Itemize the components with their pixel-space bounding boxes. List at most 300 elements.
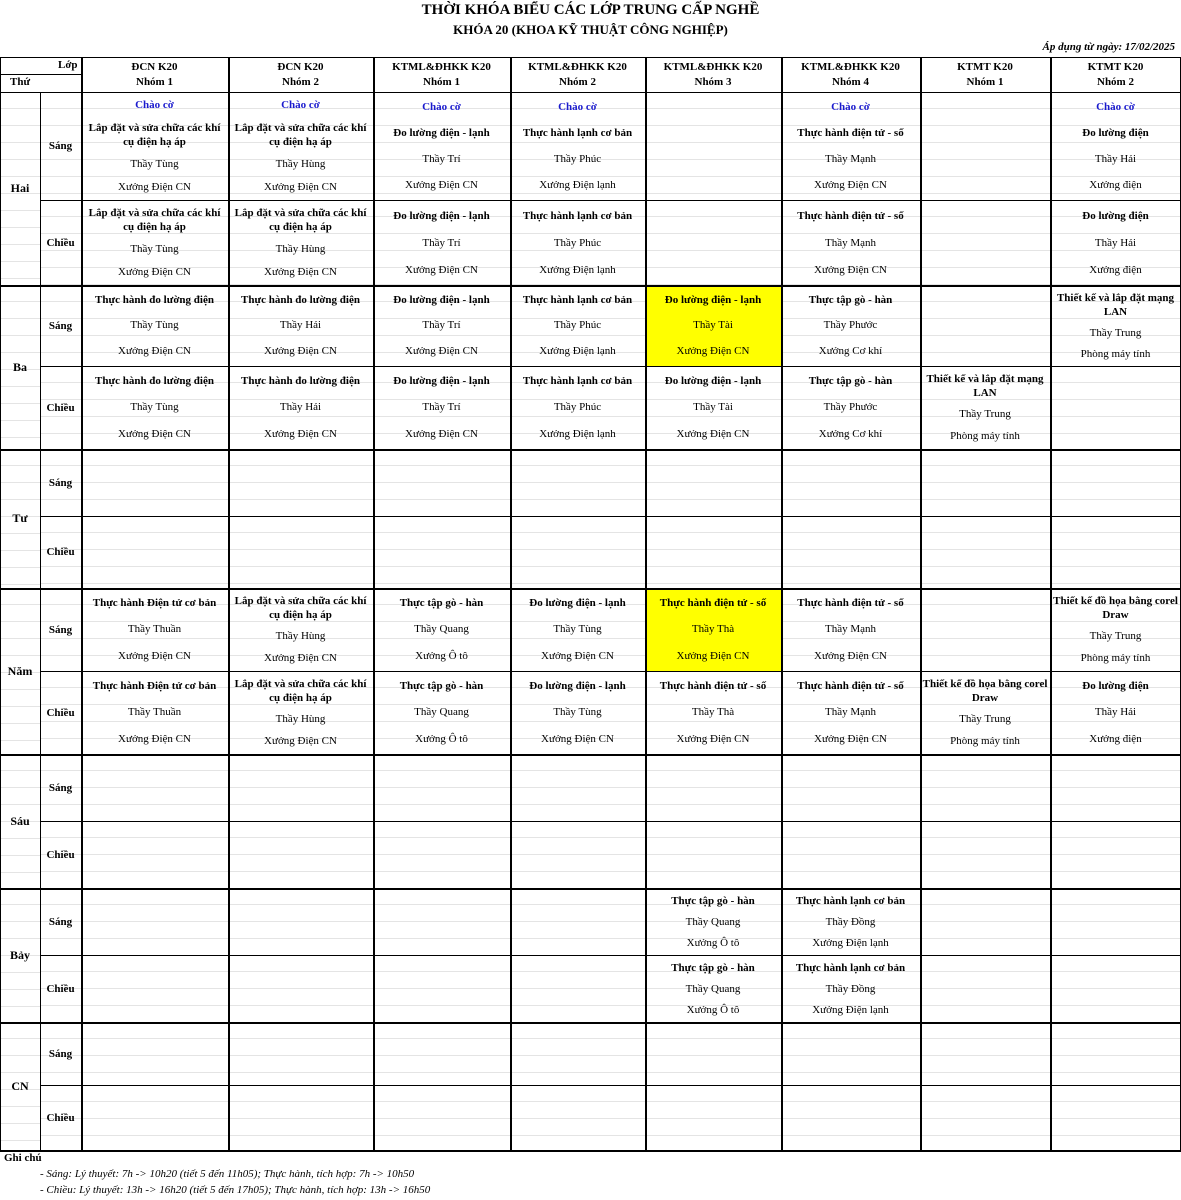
schedule-cell [920, 449, 1050, 516]
schedule-cell [1050, 200, 1181, 285]
schedule-cell [373, 754, 510, 821]
room: Xưởng Điện CN [541, 649, 614, 662]
column-header [920, 57, 1050, 92]
subject: Đo lường điện [1082, 209, 1149, 222]
subject: Đo lường điện [1082, 127, 1149, 139]
thu-label: Thứ [10, 76, 31, 88]
session-label: Sáng [40, 754, 81, 821]
room: Xưởng Điện lạnh [539, 427, 616, 440]
grid-line [40, 200, 1181, 201]
schedule-cell [920, 588, 1050, 671]
schedule-cell [510, 1085, 645, 1150]
teacher: Thầy Thuần [127, 623, 182, 636]
schedule-cell [920, 821, 1050, 888]
schedule-cell [81, 92, 228, 200]
teacher: Thầy Tùng [130, 401, 179, 414]
schedule-cell [1050, 516, 1181, 588]
schedule-cell [645, 1022, 781, 1085]
teacher: Thầy Phúc [553, 319, 602, 332]
notes-line-afternoon: - Chiều: Lý thuyết: 13h -> 16h20 (tiết 5 đến 17h05); Thực hành, tích hợp: 13h -> 16h50 [40, 1184, 431, 1196]
teacher: Thầy Tài [693, 401, 733, 414]
schedule-cell [1050, 671, 1181, 754]
room: Xưởng Điện CN [118, 345, 191, 358]
schedule-cell [510, 1022, 645, 1085]
room: Xưởng Điện CN [676, 427, 750, 440]
group-name: Nhóm 2 [282, 75, 319, 88]
subject: Đo lường điện - lạnh [393, 209, 490, 222]
subject: Thực tập gò - hàn [808, 293, 893, 306]
room: Xưởng Điện CN [676, 345, 750, 358]
teacher: Thầy Đồng [825, 915, 876, 928]
room: Phòng máy tính [950, 430, 1020, 443]
session-label: Chiều [40, 516, 81, 588]
session-label: Chiều [40, 955, 81, 1022]
subject: Thực tập gò - hàn [671, 961, 755, 974]
room: Xưởng Cơ khí [818, 345, 883, 358]
chao-co-label: Chào cờ [558, 101, 597, 113]
class-name: KTML&ĐHKK K20 [663, 60, 763, 73]
subject: Lắp đặt và sửa chữa các khí cụ điện hạ áp [234, 121, 367, 148]
session-label: Sáng [40, 449, 81, 516]
schedule-cell [645, 449, 781, 516]
page-subtitle: KHÓA 20 (KHOA KỸ THUẬT CÔNG NGHIỆP) [453, 22, 728, 37]
teacher: Thầy Tùng [553, 706, 602, 719]
column-header [228, 57, 373, 92]
room: Xưởng Điện CN [264, 735, 337, 748]
teacher: Thầy Phúc [553, 153, 602, 165]
room: Xưởng Điện CN [264, 345, 337, 358]
grid-line [0, 285, 1181, 287]
schedule-cell [228, 1022, 373, 1085]
schedule-cell [228, 516, 373, 588]
teacher: Thầy Hùng [275, 243, 326, 256]
chao-co-label: Chào cờ [1096, 101, 1135, 113]
teacher: Thầy Hải [1094, 153, 1137, 165]
room: Xưởng Cơ khí [818, 427, 883, 440]
schedule-cell [373, 516, 510, 588]
room: Xưởng Ô tô [686, 1003, 740, 1016]
subject: Thực hành lạnh cơ bản [522, 209, 633, 222]
teacher: Thầy Hải [279, 401, 322, 414]
teacher: Thầy Quang [685, 915, 741, 928]
subject: Thực hành điện tử - số [797, 680, 904, 693]
schedule-cell [510, 449, 645, 516]
subject: Thực hành đo lường điện [241, 375, 360, 388]
schedule-cell [920, 1022, 1050, 1085]
schedule-cell [81, 955, 228, 1022]
room: Xưởng Điện CN [118, 427, 191, 440]
teacher: Thầy Trí [422, 319, 461, 332]
group-name: Nhóm 1 [136, 75, 173, 88]
schedule-cell [781, 92, 920, 200]
grid-line [0, 92, 1181, 93]
schedule-cell [228, 588, 373, 671]
room: Xưởng Điện CN [405, 427, 478, 440]
teacher: Thầy Quang [685, 982, 741, 995]
chao-co-label: Chào cờ [422, 101, 461, 113]
day-label: CN [0, 1022, 40, 1150]
teacher: Thầy Hùng [275, 713, 326, 726]
subject: Thiết kế và lắp đặt mạng LAN [926, 372, 1044, 399]
room: Xưởng Điện CN [118, 732, 191, 745]
subject: Thực hành lạnh cơ bản [522, 293, 633, 306]
day-label: Năm [0, 588, 40, 754]
session-label: Sáng [40, 92, 81, 200]
applied-date: Áp dụng từ ngày: 17/02/2025 [1042, 41, 1175, 53]
grid-line [40, 366, 1181, 367]
schedule-cell [645, 366, 781, 449]
schedule-cell [373, 955, 510, 1022]
subject: Đo lường điện - lạnh [529, 680, 626, 693]
schedule-cell [373, 821, 510, 888]
grid-line [510, 57, 512, 1150]
subject: Thiết kế đồ họa bằng corel Draw [1053, 594, 1178, 621]
day-label: Bảy [0, 888, 40, 1022]
schedule-cell [228, 449, 373, 516]
column-header [81, 57, 228, 92]
session-label: Sáng [40, 888, 81, 955]
session-label: Chiều [40, 200, 81, 285]
subject: Đo lường điện - lạnh [393, 127, 490, 139]
room: Xưởng Điện CN [814, 263, 887, 276]
grid-line [0, 888, 1181, 890]
room: Xưởng Điện CN [541, 732, 614, 745]
grid-line [0, 57, 1181, 58]
schedule-cell [373, 449, 510, 516]
notes-line-morning: - Sáng: Lý thuyết: 7h -> 10h20 (tiết 5 đến 11h05); Thực hành, tích hợp: 7h -> 10h50 [40, 1168, 415, 1180]
teacher: Thầy Mạnh [824, 153, 876, 165]
subject: Thực hành lạnh cơ bản [795, 894, 906, 907]
teacher: Thầy Thà [691, 706, 735, 719]
subject: Thực hành Điện tử cơ bản [92, 597, 217, 610]
teacher: Thầy Trí [422, 236, 461, 249]
schedule-cell [645, 588, 781, 671]
subject: Lắp đặt và sửa chữa các khí cụ điện hạ áp [234, 207, 367, 234]
grid-line [0, 588, 1181, 590]
schedule-cell [81, 671, 228, 754]
grid-line [81, 57, 83, 1150]
room: Xưởng điện [1089, 179, 1142, 191]
column-header [510, 57, 645, 92]
schedule-cell [781, 1022, 920, 1085]
schedule-cell [373, 366, 510, 449]
schedule-cell [1050, 1085, 1181, 1150]
subject: Thực hành điện tử - số [797, 209, 904, 222]
schedule-cell [1050, 821, 1181, 888]
schedule-cell [228, 200, 373, 285]
class-name: ĐCN K20 [277, 60, 324, 73]
room: Xưởng Điện CN [405, 179, 478, 191]
teacher: Thầy Hải [1094, 706, 1137, 719]
room: Xưởng Điện CN [118, 180, 191, 193]
room: Xưởng Ô tô [686, 936, 740, 949]
room: Xưởng điện [1089, 263, 1142, 276]
schedule-cell [920, 1085, 1050, 1150]
teacher: Thầy Trung [959, 408, 1011, 421]
grid-line [0, 754, 1181, 756]
teacher: Thầy Tùng [130, 243, 179, 256]
room: Xưởng Ô tô [415, 649, 468, 662]
schedule-cell [373, 92, 510, 200]
schedule-cell [781, 671, 920, 754]
subject: Thực hành đo lường điện [95, 293, 214, 306]
grid-line [0, 74, 81, 75]
schedule-cell [645, 1085, 781, 1150]
teacher: Thầy Phước [823, 319, 878, 332]
schedule-cell [1050, 888, 1181, 955]
schedule-cell [645, 285, 781, 366]
subject: Thiết kế và lắp đặt mạng LAN [1056, 291, 1175, 318]
room: Xưởng Điện lạnh [812, 936, 889, 949]
subject: Đo lường điện - lạnh [529, 597, 626, 610]
subject: Đo lường điện - lạnh [393, 293, 490, 306]
schedule-cell [781, 955, 920, 1022]
subject: Thực hành điện tử - số [797, 127, 904, 139]
schedule-cell [645, 92, 781, 200]
schedule-cell [373, 1022, 510, 1085]
class-name: KTMT K20 [1087, 60, 1144, 73]
subject: Thực hành lạnh cơ bản [795, 961, 906, 974]
schedule-cell [510, 671, 645, 754]
teacher: Thầy Trung [1089, 326, 1142, 339]
class-name: KTML&ĐHKK K20 [392, 60, 491, 73]
subject: Đo lường điện - lạnh [393, 375, 490, 388]
day-label: Hai [0, 92, 40, 285]
subject: Thực hành lạnh cơ bản [522, 375, 633, 388]
grid-line [40, 821, 1181, 822]
room: Xưởng Điện CN [264, 180, 337, 193]
teacher: Thầy Phước [823, 401, 878, 414]
group-name: Nhóm 1 [423, 75, 460, 88]
day-label: Ba [0, 285, 40, 449]
schedule-cell [81, 888, 228, 955]
subject: Thực tập gò - hàn [399, 597, 484, 610]
schedule-cell [781, 1085, 920, 1150]
column-header [373, 57, 510, 92]
schedule-cell [373, 200, 510, 285]
session-label: Sáng [40, 1022, 81, 1085]
room: Xưởng Điện lạnh [539, 179, 616, 191]
subject: Lắp đặt và sửa chữa các khí cụ điện hạ áp [234, 677, 367, 704]
day-label: Sáu [0, 754, 40, 888]
schedule-cell [228, 888, 373, 955]
schedule-cell [510, 821, 645, 888]
schedule-cell [781, 516, 920, 588]
group-name: Nhóm 1 [966, 75, 1004, 88]
teacher: Thầy Trung [959, 713, 1011, 726]
teacher: Thầy Hải [1094, 236, 1137, 249]
schedule-cell [920, 92, 1050, 200]
schedule-cell [373, 588, 510, 671]
notes-title: Ghi chú [4, 1152, 42, 1164]
subject: Lắp đặt và sửa chữa các khí cụ điện hạ áp [88, 121, 221, 148]
grid-line [0, 1022, 1181, 1024]
schedule-cell [510, 588, 645, 671]
session-label: Chiều [40, 821, 81, 888]
schedule-cell [920, 671, 1050, 754]
teacher: Thầy Phúc [553, 401, 602, 414]
subject: Thực hành đo lường điện [241, 293, 360, 306]
subject: Thực hành đo lường điện [95, 375, 214, 388]
schedule-cell [645, 754, 781, 821]
room: Xưởng Ô tô [415, 732, 468, 745]
grid-line [781, 57, 783, 1150]
room: Xưởng Điện CN [264, 265, 337, 278]
room: Xưởng Điện lạnh [539, 345, 616, 358]
schedule-cell [1050, 754, 1181, 821]
schedule-cell [920, 955, 1050, 1022]
schedule-cell [228, 821, 373, 888]
teacher: Thầy Quang [414, 623, 469, 636]
teacher: Thầy Hùng [275, 630, 326, 643]
grid-line [40, 671, 1181, 672]
schedule-cell [920, 200, 1050, 285]
grid-line [40, 92, 41, 1150]
schedule-cell [645, 955, 781, 1022]
session-label: Sáng [40, 285, 81, 366]
group-name: Nhóm 2 [1097, 75, 1134, 88]
session-label: Chiều [40, 671, 81, 754]
schedule-cell [510, 888, 645, 955]
subject: Thực tập gò - hàn [671, 894, 755, 907]
room: Xưởng Điện CN [676, 649, 750, 662]
teacher: Thầy Mạnh [824, 623, 876, 636]
group-name: Nhóm 2 [559, 75, 596, 88]
schedule-cell [645, 671, 781, 754]
day-label: Tư [0, 449, 40, 588]
room: Xưởng Điện CN [676, 732, 750, 745]
room: Xưởng điện [1089, 732, 1142, 745]
teacher: Thầy Tùng [553, 623, 602, 636]
subject: Thực hành điện tử - số [659, 597, 767, 610]
grid-line [40, 1085, 1181, 1086]
room: Xưởng Điện CN [264, 427, 337, 440]
teacher: Thầy Trí [422, 153, 461, 165]
schedule-cell [510, 516, 645, 588]
subject: Thiết kế đồ họa bằng corel Draw [922, 677, 1048, 704]
room: Xưởng Điện CN [264, 652, 337, 665]
teacher: Thầy Phúc [553, 236, 602, 249]
subject: Thực hành Điện tử cơ bản [92, 680, 217, 693]
schedule-cell [81, 1085, 228, 1150]
room: Phòng máy tính [1080, 652, 1151, 665]
schedule-cell [1050, 588, 1181, 671]
room: Phòng máy tính [1080, 347, 1151, 360]
teacher: Thầy Trí [422, 401, 461, 414]
grid-line [0, 449, 1181, 451]
schedule-cell [781, 588, 920, 671]
session-label: Sáng [40, 588, 81, 671]
teacher: Thầy Quang [414, 706, 469, 719]
schedule-cell [81, 588, 228, 671]
schedule-cell [228, 92, 373, 200]
schedule-cell [781, 754, 920, 821]
room: Phòng máy tính [950, 735, 1020, 748]
schedule-cell [373, 285, 510, 366]
grid-line [0, 57, 1, 1150]
schedule-cell [510, 92, 645, 200]
schedule-cell [510, 754, 645, 821]
room: Xưởng Điện CN [814, 179, 887, 191]
schedule-cell [1050, 285, 1181, 366]
schedule-cell [228, 366, 373, 449]
subject: Lắp đặt và sửa chữa các khí cụ điện hạ áp [88, 207, 221, 234]
grid-line [40, 955, 1181, 956]
subject: Thực hành điện tử - số [797, 597, 904, 610]
schedule-cell [373, 671, 510, 754]
class-name: ĐCN K20 [131, 60, 178, 73]
teacher: Thầy Thuần [127, 706, 182, 719]
class-name: KTML&ĐHKK K20 [801, 60, 900, 73]
schedule-cell [81, 754, 228, 821]
group-name: Nhóm 3 [694, 75, 732, 88]
schedule-cell [645, 516, 781, 588]
schedule-cell [781, 285, 920, 366]
room: Xưởng Điện CN [405, 263, 478, 276]
schedule-cell [645, 821, 781, 888]
schedule-cell [1050, 449, 1181, 516]
subject: Lắp đặt và sửa chữa các khí cụ điện hạ áp [234, 594, 367, 621]
schedule-cell [781, 200, 920, 285]
subject: Thực hành lạnh cơ bản [522, 127, 633, 139]
schedule-cell [81, 285, 228, 366]
teacher: Thầy Tùng [130, 319, 179, 332]
chao-co-label: Chào cờ [135, 99, 174, 112]
schedule-cell [510, 285, 645, 366]
class-name: KTMT K20 [957, 60, 1013, 73]
subject: Đo lường điện [1082, 680, 1149, 693]
subject: Thực hành điện tử - số [659, 680, 767, 693]
schedule-cell [373, 888, 510, 955]
teacher: Thầy Mạnh [824, 706, 876, 719]
schedule-cell [510, 200, 645, 285]
schedule-cell [1050, 366, 1181, 449]
room: Xưởng Điện lạnh [812, 1003, 889, 1016]
schedule-cell [228, 1085, 373, 1150]
schedule-cell [81, 516, 228, 588]
schedule-cell [781, 821, 920, 888]
column-header [781, 57, 920, 92]
column-header [1050, 57, 1181, 92]
teacher: Thầy Thà [691, 623, 735, 636]
group-name: Nhóm 4 [832, 75, 869, 88]
teacher: Thầy Mạnh [824, 236, 876, 249]
teacher: Thầy Trung [1089, 630, 1142, 643]
schedule-cell [781, 366, 920, 449]
schedule-cell [1050, 955, 1181, 1022]
subject: Thực tập gò - hàn [808, 375, 893, 388]
grid-line [1050, 57, 1052, 1150]
teacher: Thầy Tùng [130, 158, 179, 171]
subject: Đo lường điện - lạnh [664, 293, 762, 306]
chao-co-label: Chào cờ [831, 101, 870, 113]
grid-line [645, 57, 647, 1150]
grid-line [373, 57, 375, 1150]
schedule-cell [228, 754, 373, 821]
schedule-cell [228, 671, 373, 754]
subject: Thực tập gò - hàn [399, 680, 484, 693]
schedule-cell [228, 285, 373, 366]
teacher: Thầy Hải [279, 319, 322, 332]
schedule-cell [510, 366, 645, 449]
schedule-cell [373, 1085, 510, 1150]
schedule-cell [920, 516, 1050, 588]
schedule-cell [81, 1022, 228, 1085]
notes-section [4, 1150, 430, 1198]
grid-line [228, 57, 230, 1150]
session-label: Chiều [40, 366, 81, 449]
schedule-cell [920, 285, 1050, 366]
